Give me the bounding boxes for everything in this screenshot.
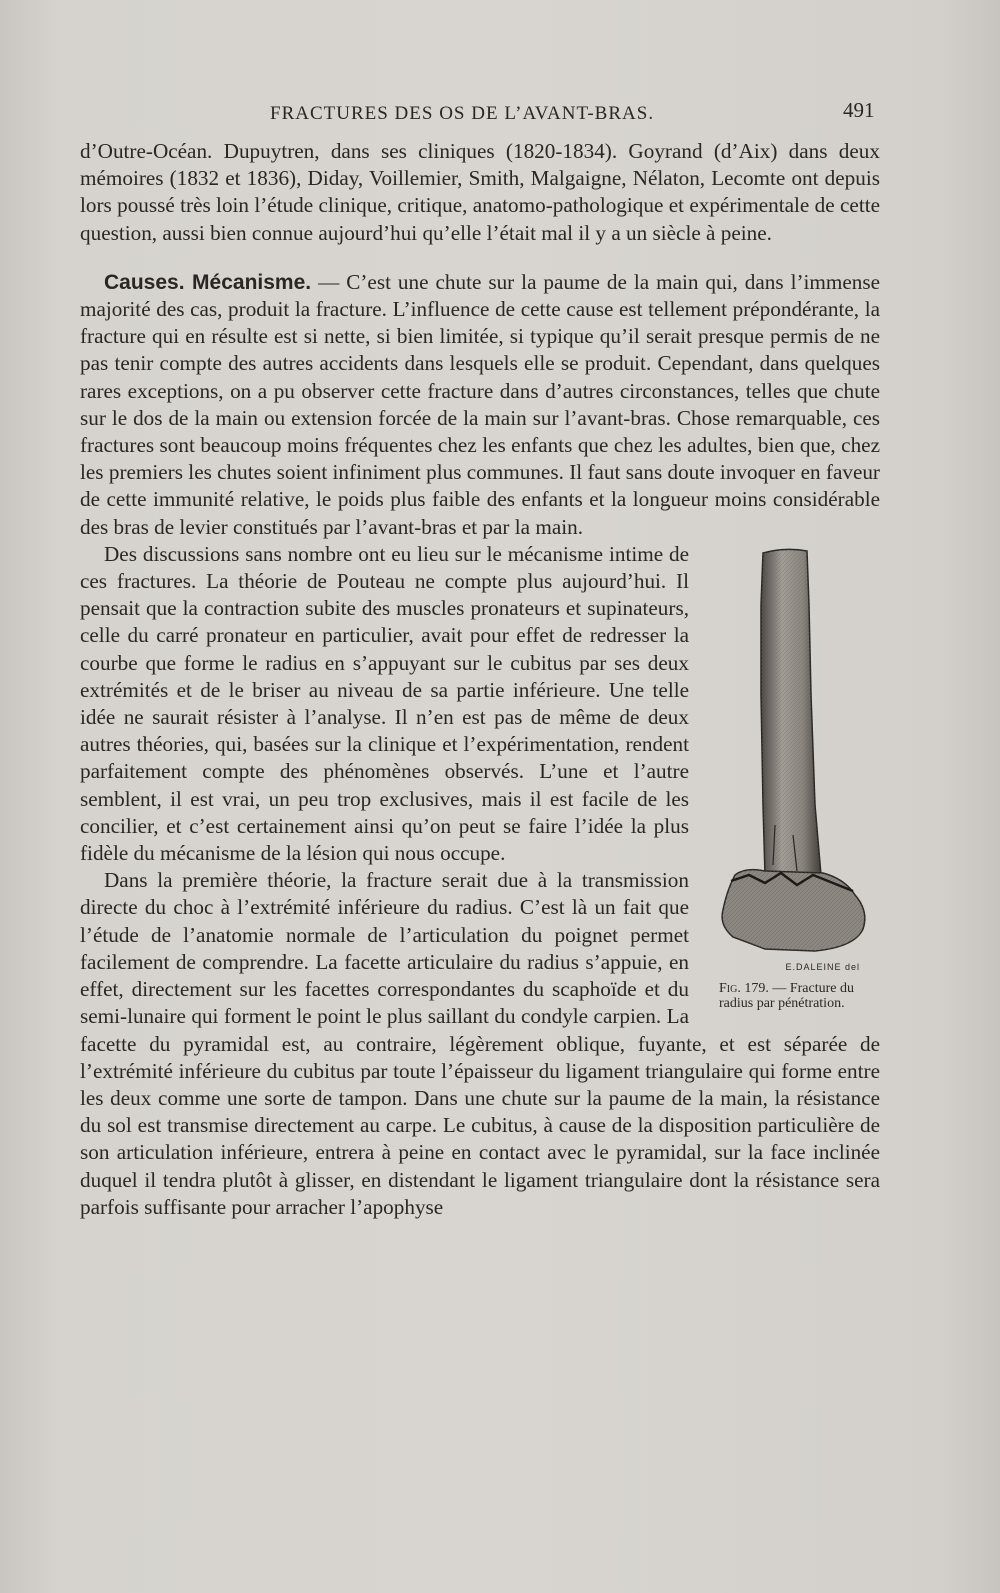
radius-fracture-illustration	[705, 545, 880, 965]
page-number: 491	[843, 98, 875, 122]
figure-179	[705, 545, 880, 1011]
body-text	[80, 138, 880, 1221]
paragraph-first-theory: Dans la première théorie, la fracture serait due à la transmission directe du choc à l’extrémité inférieure du radius. C’est là un fait que l’étude de l’anatomie normale de l’articulation du poignet permet facilement de comprendre. La facette articulaire du radius s’appuie, en effet, directement sur les facettes correspondantes du scaphoïde et du semi-lunaire qui forment le point le plus saillant du condyle carpien. La facette du pyramidal est, au contraire, légèrement oblique, fuyante, et est séparée de l’extrémité inférieure du cubitus par toute l’épaisseur du ligament triangulaire qui forme entre les deux comme une sorte de tampon. Dans une chute sur la paume de la main, la résistance du sol est transmise directement au carpe. Le cubitus, à cause de la disposition particulière de son articulation inférieure, entrera à peine en contact avec le pyramidal, sur la face inclinée duquel il tendra plutôt à glisser, en distendant le ligament triangulaire dont la résistance sera parfois suffisante pour arracher l’apophyse	[80, 868, 880, 1219]
figure-caption	[705, 981, 880, 1011]
paragraph-history: d’Outre-Océan. Dupuytren, dans ses cliniques (1820-1834). Goyrand (d’Aix) dans deux mémoires (1832 et 1836), Diday, Voillemier, Smith, Malgaigne, Nélaton, Lecomte ont depuis lors poussé très loin l’étude clinique, critique, anatomo-pathologique et expérimentale de cette question, aussi bien connue aujourd’hui qu’elle l’était mal il y a un siècle à peine.	[80, 139, 880, 245]
section-heading-causes: Causes. Mécanisme.	[104, 270, 312, 294]
running-title: FRACTURES DES OS DE L’AVANT-BRAS.	[270, 103, 655, 124]
figure-label: Fig. 179.	[719, 980, 769, 996]
illustrator-signature: E.DALEINE del	[785, 961, 860, 972]
paragraph-causes	[80, 269, 880, 541]
figure-caption-text: — Fracture du radius par pénétration.	[719, 980, 854, 1011]
paragraph-mechanism: Des discussions sans nombre ont eu lieu sur le mécanisme intime de ces fractures. La théorie de Pouteau ne compte plus aujourd’hui. Il pensait que la contraction subite des muscles pronateurs et supinateurs, celle du carré pronateur en particulier, avait pour effet de redresser la courbe que forme le radius en s’appuyant sur le cubitus par ses deux extrémités et de le briser au niveau de sa partie inférieure. Une telle idée ne saurait résister à l’analyse. Il n’en est pas de même de deux autres théories, qui, basées sur la clinique et l’expérimentation, rendent parfaitement compte des phénomènes observés. L’une et l’autre semblent, il est vrai, un peu trop exclusives, mais il est facile de les concilier, et c’est certainement ainsi qu’on peut se faire l’idée la plus fidèle du mécanisme de la lésion qui nous occupe.	[80, 541, 689, 866]
paragraph-causes-text: — C’est une chute sur la paume de la main qui, dans l’immense majorité des cas, produit la fracture. L’influence de cette cause est tellement prépondérante, la fracture qui en résulte est si nette, si bien limitée, si typique qu’il serait presque permis de ne pas tenir compte des autres accidents dans lesquels elle se produit. Cependant, dans quelques rares exceptions, on a pu observer cette fracture dans d’autres circonstances, telles que chute sur le dos de la main ou extension forcée de la main sur l’avant-bras. Chose remarquable, ces fractures sont beaucoup moins fréquentes chez les enfants que chez les adultes, bien que, chez les premiers les chutes soient infiniment plus communes. Il faut sans doute invoquer en faveur de cette immunité relative, le poids plus faible des enfants et la longueur moins considérable des bras de levier constitués par l’avant-bras et par la main.	[80, 269, 881, 539]
